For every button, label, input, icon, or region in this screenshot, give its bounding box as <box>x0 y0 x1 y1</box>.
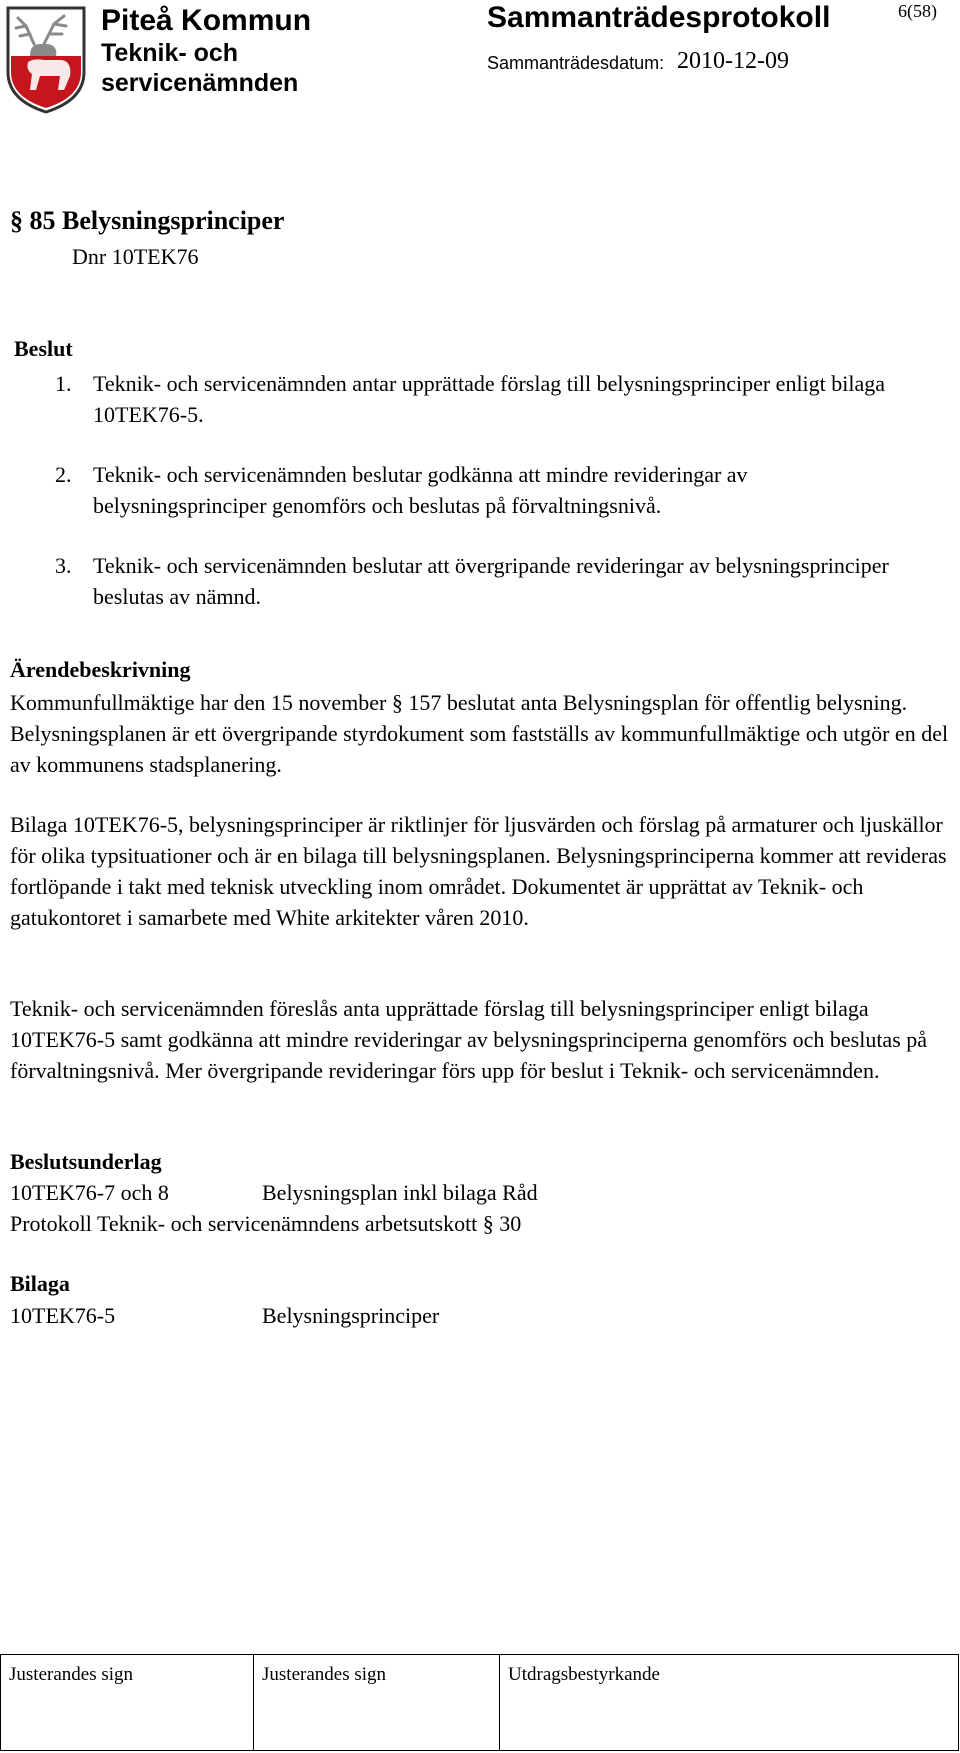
department-name-line1: Teknik- och <box>101 39 239 67</box>
decision-basis-row <box>10 1177 538 1208</box>
adjuster-sign-cell-2 <box>254 1655 500 1750</box>
decision-number: 2. <box>55 462 72 487</box>
diary-number: Dnr 10TEK76 <box>72 244 199 269</box>
case-paragraph-1: Kommunfullmäktige har den 15 november § 157 beslutat anta Belysningsplan för offentlig belysning. Belysningsplanen är ett övergripande styrdokument som fastställs av kommunfullmäktige och utgör en del av kommunens stadsplanering. <box>10 690 949 777</box>
section-heading: § 85 Belysningsprinciper <box>10 206 285 235</box>
organization-name: Piteå Kommun <box>101 4 312 37</box>
decision-text: Teknik- och servicenämnden beslutar godkänna att mindre revideringar av belysningsprinciper genomförs och beslutas på förvaltningsnivå. <box>93 462 748 518</box>
decision-basis-desc: Belysningsplan inkl bilaga Råd <box>262 1180 538 1205</box>
decision-item <box>55 550 925 612</box>
municipality-logo <box>4 4 88 114</box>
page-number: 6(58) <box>898 1 937 21</box>
document-title: Sammanträdesprotokoll <box>487 1 831 34</box>
decision-basis-protocol: Protokoll Teknik- och servicenämndens arbetsutskott § 30 <box>10 1211 522 1236</box>
attachment-heading: Bilaga <box>10 1271 70 1296</box>
extract-certification-cell <box>500 1655 958 1750</box>
attachment-row <box>10 1300 440 1331</box>
attachment-ref: 10TEK76-5 <box>10 1303 116 1328</box>
department-name-line2: servicenämnden <box>101 69 299 97</box>
decision-item <box>55 368 925 430</box>
signature-table <box>0 1654 959 1751</box>
decision-number: 1. <box>55 371 72 396</box>
extract-certification-label: Utdragsbestyrkande <box>508 1664 660 1685</box>
decision-basis-ref: 10TEK76-7 och 8 <box>10 1180 169 1205</box>
decision-text: Teknik- och servicenämnden antar upprättade förslag till belysningsprinciper enligt bilaga 10TEK76-5. <box>93 371 886 427</box>
decision-list <box>55 368 925 641</box>
decision-text: Teknik- och servicenämnden beslutar att övergripande revideringar av belysningsprinciper beslutas av nämnd. <box>93 553 889 609</box>
case-paragraph-3: Teknik- och servicenämnden föreslås anta upprättade förslag till belysningsprinciper enligt bilaga 10TEK76-5 samt godkänna att mindre revideringar av belysningsprinciperna genomförs och beslutas på förvaltningsnivå. Mer övergripande revideringar förs upp för beslut i Teknik- och servicenämnden. <box>10 996 928 1083</box>
decision-basis-heading: Beslutsunderlag <box>10 1149 162 1174</box>
case-description-heading: Ärendebeskrivning <box>10 657 191 682</box>
decision-heading: Beslut <box>14 336 73 361</box>
decision-item <box>55 459 925 521</box>
meeting-date-value: 2010-12-09 <box>677 48 789 74</box>
adjuster-sign-label-1: Justerandes sign <box>9 1664 134 1685</box>
adjuster-sign-label-2: Justerandes sign <box>262 1664 387 1685</box>
adjuster-sign-cell-1 <box>1 1655 254 1750</box>
meeting-date-label: Sammanträdesdatum: <box>487 53 665 73</box>
attachment-desc: Belysningsprinciper <box>262 1303 440 1328</box>
case-paragraph-2: Bilaga 10TEK76-5, belysningsprinciper är riktlinjer för ljusvärden och förslag på armaturer och ljuskällor för olika typsituationer och är en bilaga till belysningsplanen. Belysningsprinciperna kommer att revideras fortlöpande i takt med teknisk utveckling inom området. Dokumentet är upprättat av Teknik- och gatukontoret i samarbete med White arkitekter våren 2010. <box>10 812 947 930</box>
decision-number: 3. <box>55 553 72 578</box>
